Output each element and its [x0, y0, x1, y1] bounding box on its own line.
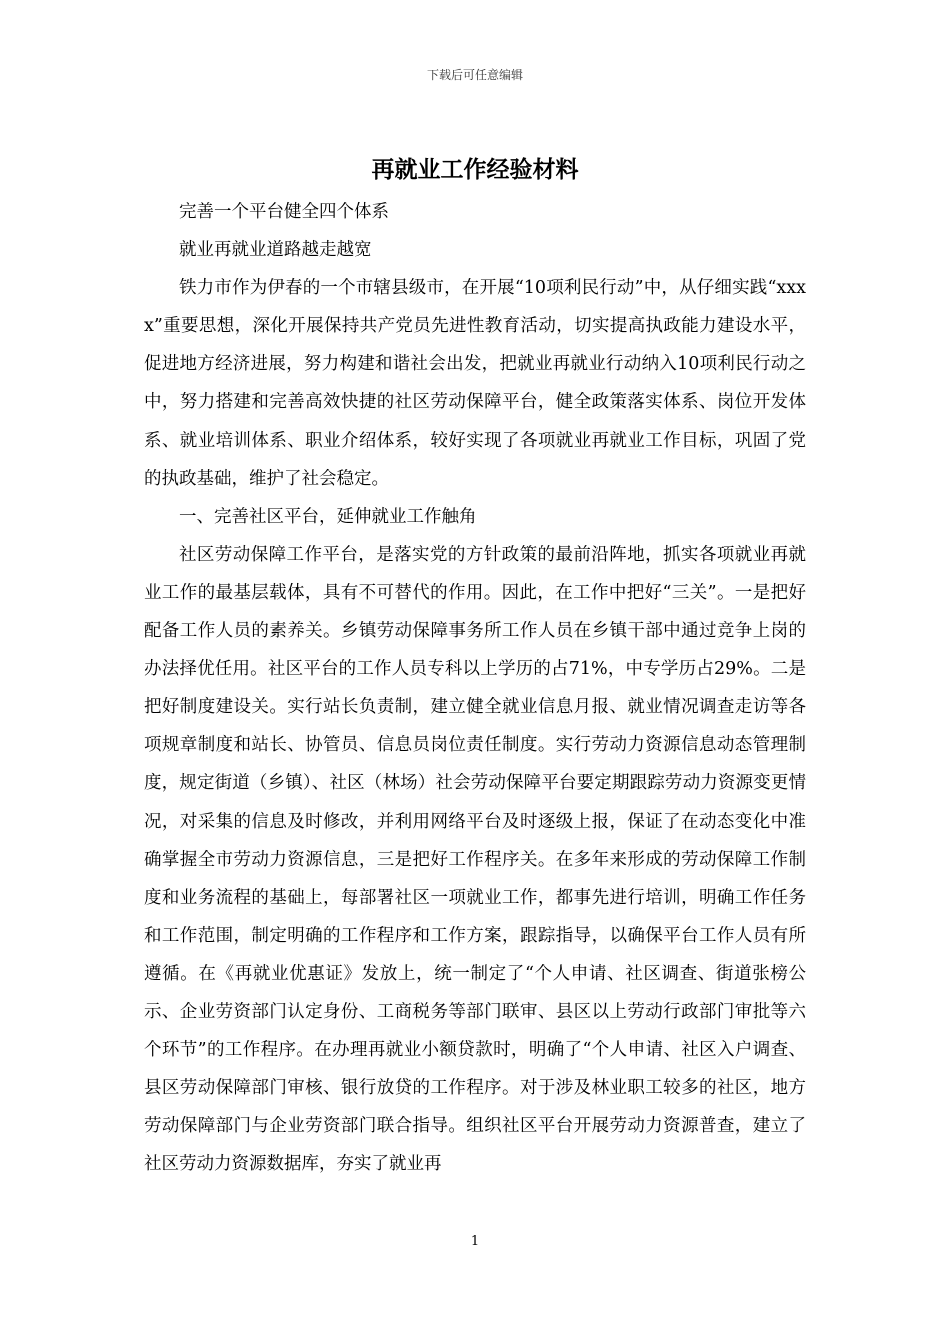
document-title: 再就业工作经验材料 [371, 156, 579, 183]
page-number: 1 [470, 1234, 480, 1249]
page-header-note: 下载后可任意编辑 [426, 68, 523, 82]
body-paragraph-section-1: 社区劳动保障工作平台，是落实党的方针政策的最前沿阵地，抓实各项就业再就业工作的最基层载体，具有不可替代的作用。因此，在工作中把好“三关”。一是把好配备工作人员的素养关。乡镇劳动保障事务所工作人员在乡镇干部中通过竞争上岗的办法择优任用。社区平台的工作人员专科以上学历的占71%，中专学历占29%。二是把好制度建设关。实行站长负责制，建立健全就业信息月报、就业情况调查走访等各项规章制度和站长、协管员、信息员岗位责任制度。实行劳动力资源信息动态管理制度，规定街道（乡镇）、社区（林场）社会劳动保障平台要定期跟踪劳动力资源变更情况，对采集的信息及时修改，并利用网络平台及时逐级上报，保证了在动态变化中准确掌握全市劳动力资源信息，三是把好工作程序关。在多年来形成的劳动保障工作制度和业务流程的基础上，每部署社区一项就业工作，都事先进行培训，明确工作任务和工作范围，制定明确的工作程序和工作方案，跟踪指导，以确保平台工作人员有所遵循。在《再就业优惠证》发放上，统一制定了“个人申请、社区调查、街道张榜公示、企业劳资部门认定身份、工商税务等部门联审、县区以上劳动行政部门审批等六个环节”的工作程序。在办理再就业小额贷款时，明确了“个人申请、社区入户调查、县区劳动保障部门审核、银行放贷的工作程序。对于涉及林业职工较多的社区，地方劳动保障部门与企业劳资部门联合指导。组织社区平台开展劳动力资源普查，建立了社区劳动力资源数据库，夯实了就业再 [144, 544, 806, 1175]
section-heading-1: 一、完善社区平台，延伸就业工作触角 [179, 506, 477, 527]
body-paragraph-intro: 铁力市作为伊春的一个市辖县级市，在开展“10项利民行动”中，从仔细实践“xxxx”重要思想，深化开展保持共产党员先进性教育活动，切实提高执政能力建设水平，促进地方经济进展，努力构建和谐社会出发，把就业再就业行动纳入10项利民行动之中，努力搭建和完善高效快捷的社区劳动保障平台，健全政策落实体系、岗位开发体系、就业培训体系、职业介绍体系，较好实现了各项就业再就业工作目标，巩固了党的执政基础，维护了社会稳定。 [144, 278, 806, 489]
subtitle-line-1: 完善一个平台健全四个体系 [179, 202, 389, 222]
subtitle-line-2: 就业再就业道路越走越宽 [179, 240, 372, 261]
document-body [144, 193, 806, 1183]
